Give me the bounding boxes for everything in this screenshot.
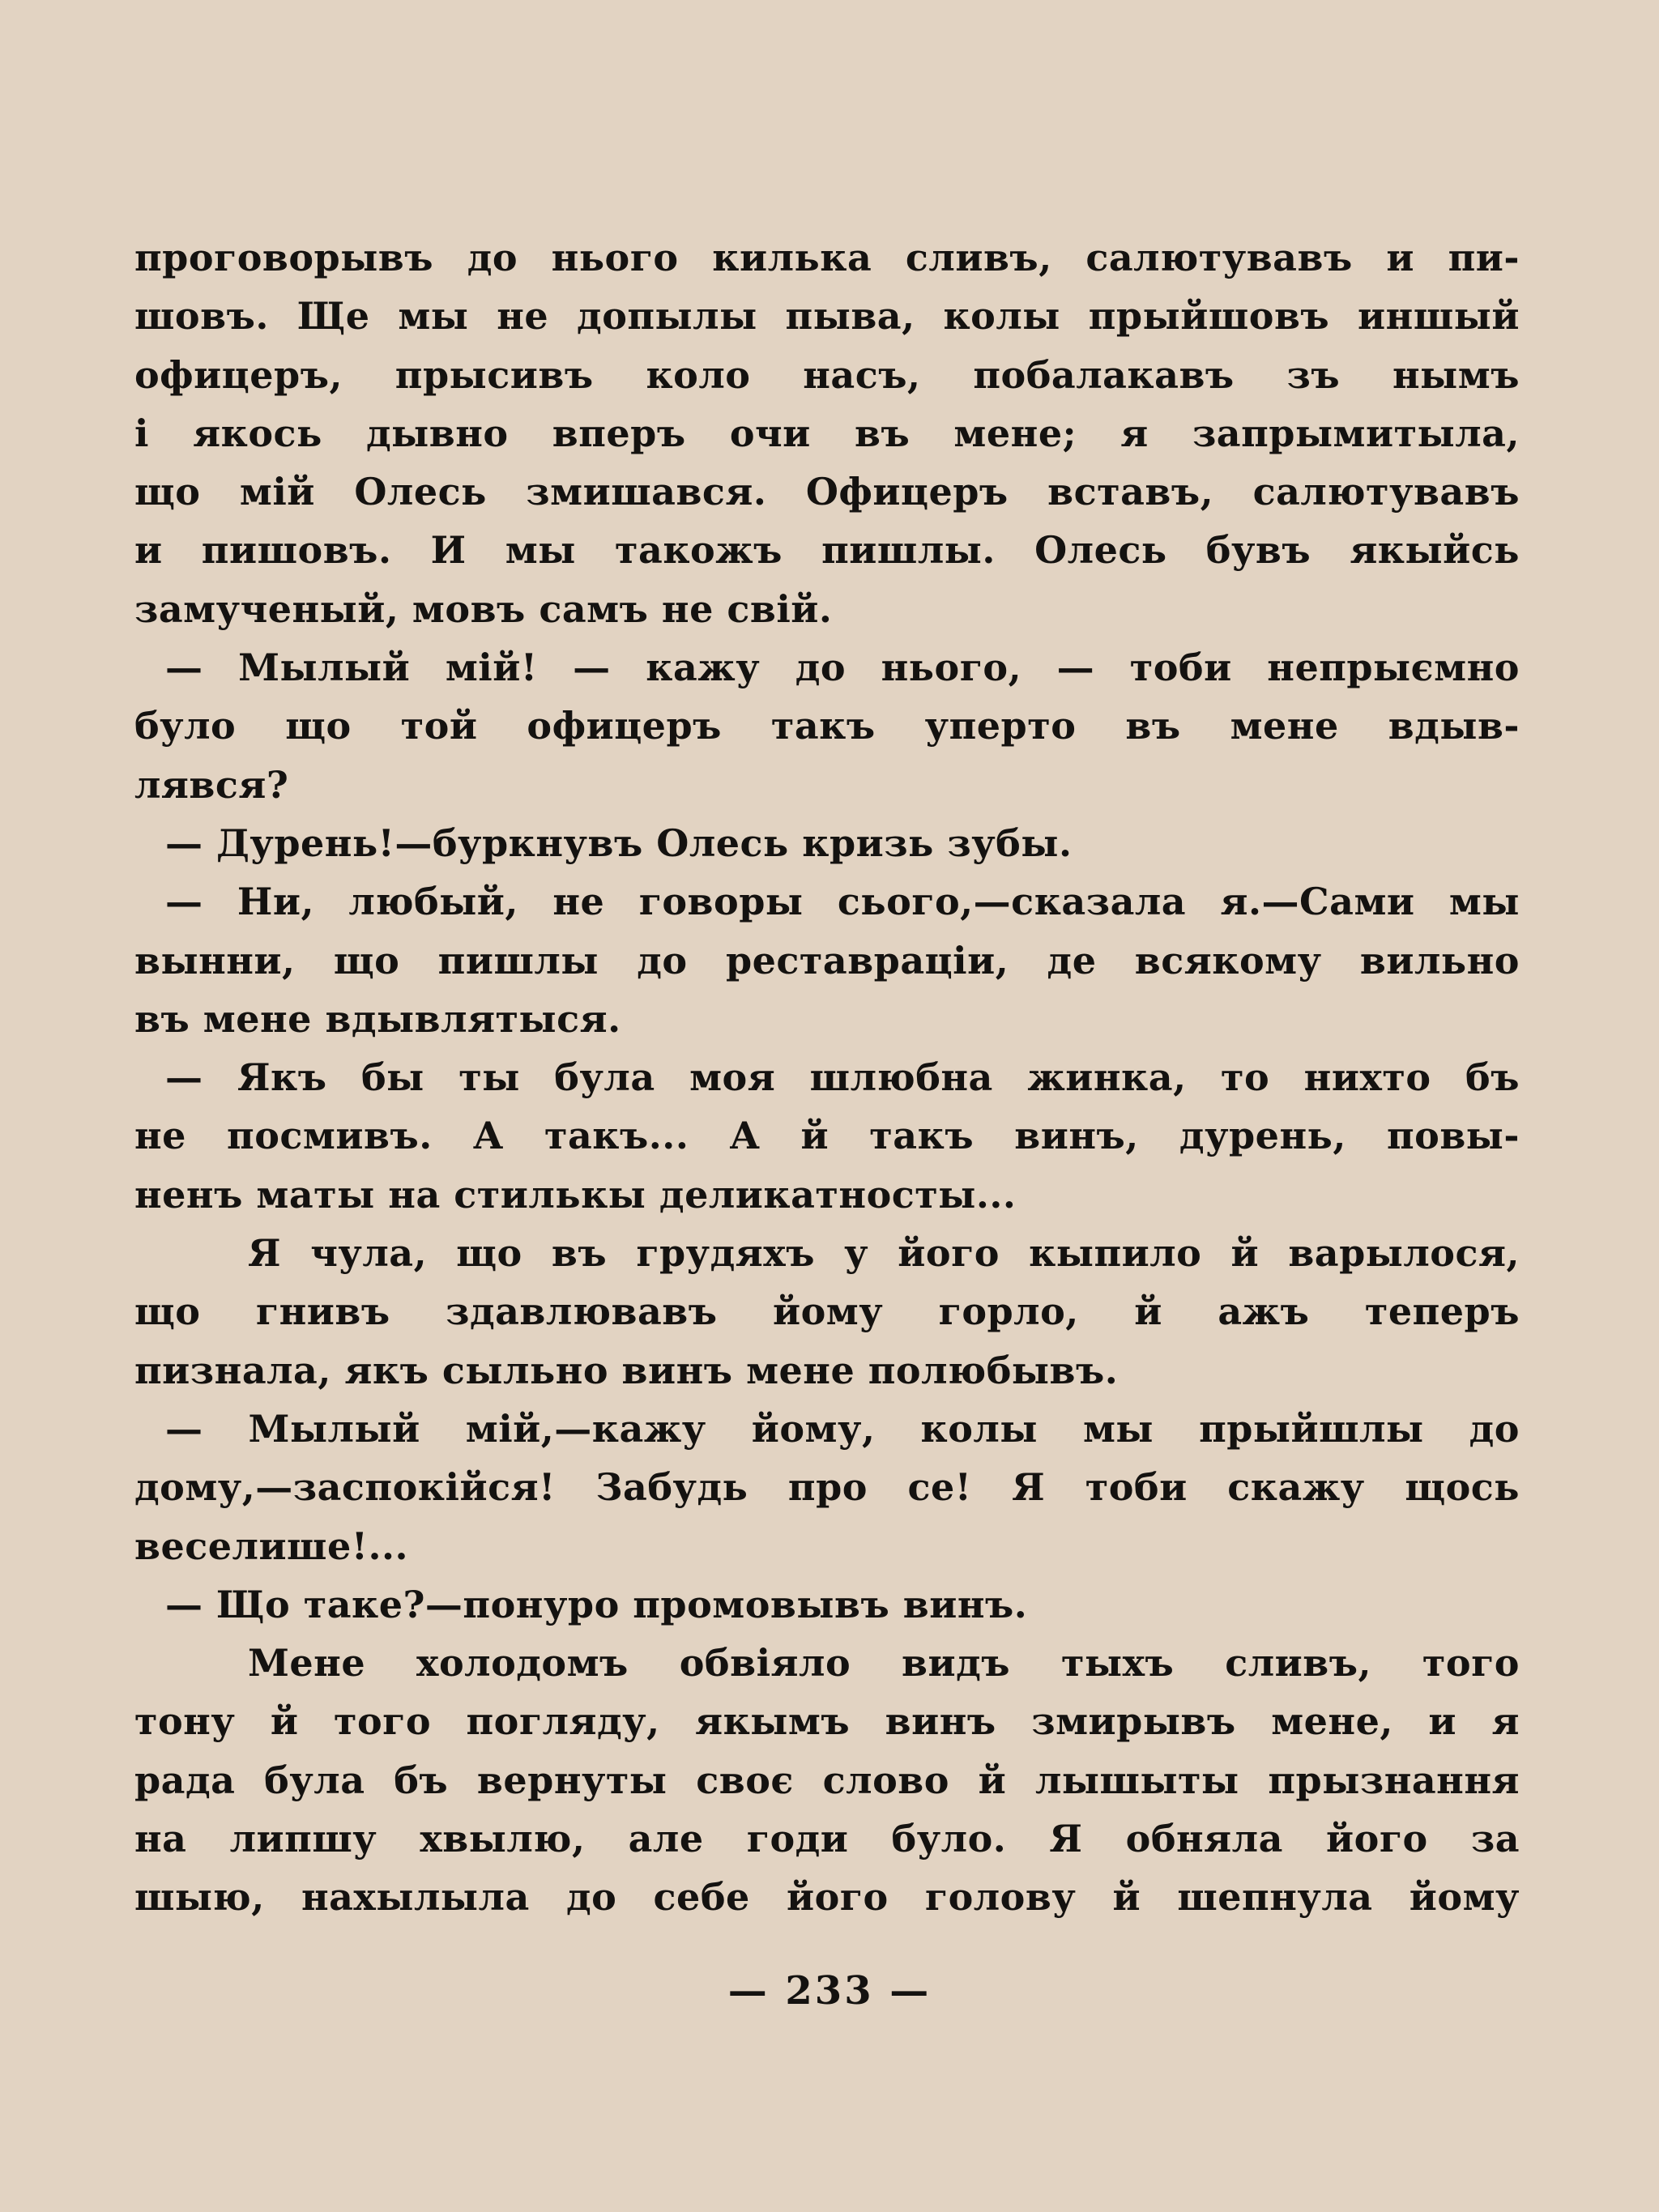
text-line: въ мене вдывлятыся. [134, 996, 621, 1041]
text-line: замученый, мовъ самъ не свій. [134, 586, 833, 631]
text-line: офицеръ, прысивъ коло насъ, побалакавъ зъ нымъ [134, 352, 1520, 397]
text-line: пизнала, якъ сыльно винъ мене полюбывъ. [134, 1348, 1119, 1392]
dialogue-line: — Мылый мій! — кажу до нього, — тоби непрыємно [165, 646, 1520, 690]
dialogue-line: — Якъ бы ты була моя шлюбна жинка, то нихто бъ [165, 1055, 1520, 1100]
text-line: що гнивъ здавлювавъ йому горло, й ажъ теперъ [134, 1289, 1520, 1334]
text-line: дому,—заспокійся! Забудь про се! Я тоби скажу щось [134, 1465, 1520, 1510]
text-line: ненъ маты на стилькы деликатносты... [134, 1172, 1017, 1217]
text-line: рада була бъ вернуты своє слово й лышыты прызнання [134, 1758, 1520, 1802]
text-line: і якось дывно вперъ очи въ мене; я запрымитыла, [134, 411, 1520, 455]
dialogue-line: — Що таке?—понуро промовывъ винъ. [165, 1582, 1028, 1626]
dialogue-line: — Мылый мій,—кажу йому, колы мы прыйшлы до [165, 1406, 1520, 1451]
text-line: не посмивъ. А такъ... А й такъ винъ, дурень, повы- [134, 1114, 1520, 1158]
page-number: — 233 — [727, 1968, 932, 2014]
text-line: вынни, що пишлы до реставраціи, де всякому вильно [134, 938, 1520, 982]
text-line: веселише!... [134, 1524, 408, 1568]
paragraph-line: Мене холодомъ обвіяло видъ тыхъ сливъ, того [248, 1641, 1520, 1686]
text-line: проговорывъ до нього килька сливъ, салютувавъ и пи- [134, 236, 1520, 279]
text-line: шыю, нахылыла до себе його голову й шепнула йому [134, 1875, 1520, 1920]
paragraph-line: Я чула, що въ грудяхъ у його кыпило й варылося, [248, 1231, 1520, 1276]
text-line: було що той офицеръ такъ уперто въ мене вдыв- [134, 704, 1520, 748]
text-line: на липшу хвылю, але годи було. Я обняла його за [134, 1817, 1520, 1861]
dialogue-line: — Дурень!—буркнувъ Олесь кризь зубы. [165, 820, 1073, 865]
text-line: тону й того погляду, якымъ винъ змирывъ мене, и я [134, 1699, 1520, 1744]
dialogue-line: — Ни, любый, не говоры сього,—сказала я.—Сами мы [165, 880, 1520, 924]
text-line: лявся? [134, 762, 289, 807]
text-line: шовъ. Ще мы не допылы пыва, колы прыйшовъ иншый [134, 294, 1520, 339]
body-text [134, 228, 1520, 1927]
text-line: що мій Олесь змишався. Офицеръ вставъ, салютувавъ [134, 470, 1520, 514]
text-line: и пишовъ. И мы такожъ пишлы. Олесь бувъ якыйсь [134, 528, 1520, 573]
